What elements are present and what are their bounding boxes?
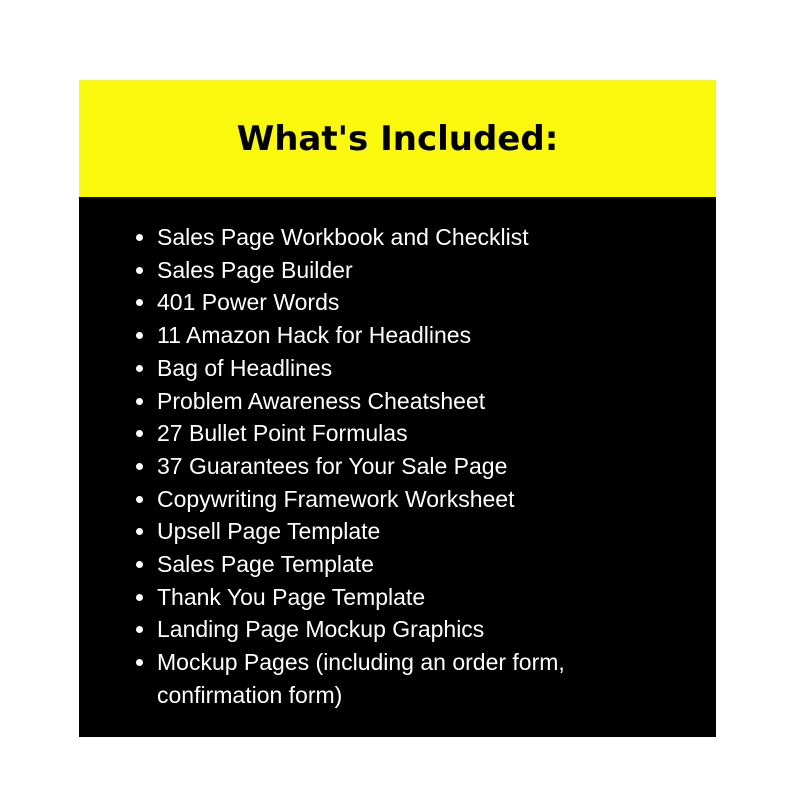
list-item-label: Thank You Page Template <box>157 583 426 610</box>
list-item-label: 401 Power Words <box>157 289 340 316</box>
bullet-icon <box>136 626 143 633</box>
list-item <box>136 450 696 483</box>
bullet-icon <box>136 430 143 437</box>
list-item <box>136 581 696 614</box>
bullet-icon <box>136 332 143 339</box>
bullet-icon <box>136 398 143 405</box>
bullet-icon <box>136 267 143 274</box>
list-item-label: 27 Bullet Point Formulas <box>157 420 408 447</box>
list-item-label: Mockup Pages (including an order form, confirmation form) <box>157 649 565 708</box>
list-item <box>136 385 696 418</box>
bullet-icon <box>136 234 143 241</box>
bullet-icon <box>136 463 143 470</box>
list-item <box>136 286 696 319</box>
list-item <box>136 417 696 450</box>
list-item <box>136 483 696 516</box>
list-item <box>136 254 696 287</box>
bullet-icon <box>136 528 143 535</box>
list-item-label: Problem Awareness Cheatsheet <box>157 387 486 414</box>
list-item <box>136 515 696 548</box>
list-item <box>136 548 696 581</box>
bullet-icon <box>136 561 143 568</box>
list-item-label: Sales Page Workbook and Checklist <box>157 224 529 250</box>
list-item-label: 11 Amazon Hack for Headlines <box>157 322 472 349</box>
list-item <box>136 319 696 352</box>
included-card <box>79 80 716 737</box>
bullet-icon <box>136 659 143 666</box>
page-title: What's Included: <box>236 118 559 159</box>
list-item <box>136 352 696 385</box>
included-list <box>136 221 696 712</box>
bullet-icon <box>136 594 143 601</box>
list-item-label: Bag of Headlines <box>157 354 333 381</box>
list-item-label: Sales Page Builder <box>157 256 353 283</box>
list-item <box>136 646 696 711</box>
list-item-label: Landing Page Mockup Graphics <box>157 616 485 643</box>
bullet-icon <box>136 299 143 306</box>
header-banner <box>79 80 716 197</box>
list-item-label: Sales Page Template <box>157 551 374 578</box>
bullet-icon <box>136 496 143 503</box>
list-item-label: 37 Guarantees for Your Sale Page <box>157 452 508 479</box>
list-item-label: Copywriting Framework Worksheet <box>157 485 515 512</box>
bullet-icon <box>136 365 143 372</box>
list-item <box>136 221 696 254</box>
list-item <box>136 613 696 646</box>
list-item-label: Upsell Page Template <box>157 518 381 545</box>
